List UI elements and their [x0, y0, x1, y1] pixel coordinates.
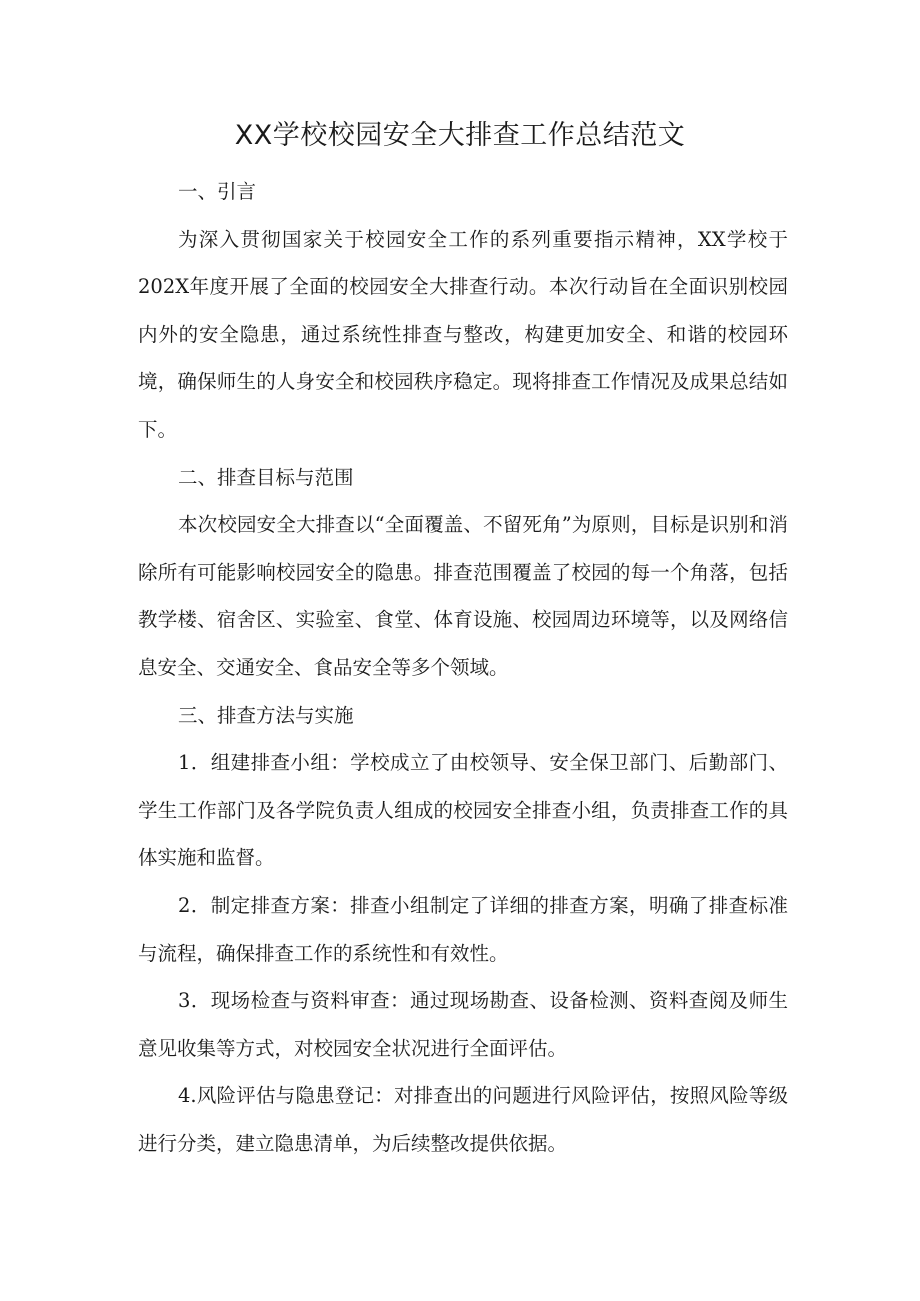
section-heading-intro: 一、引言: [178, 180, 257, 203]
document-body: [138, 168, 788, 1167]
method-item-4: 4.风险评估与隐患登记：对排查出的问题进行风险评估，按照风险等级进行分类，建立隐患清单，为后续整改提供依据。: [138, 1084, 788, 1155]
goal-paragraph: 本次校园安全大排查以“全面覆盖、不留死角”为原则，目标是识别和消除所有可能影响校园安全的隐患。排查范围覆盖了校园的每一个角落，包括教学楼、宿舍区、实验室、食堂、体育设施、校园周边环境等，以及网络信息安全、交通安全、食品安全等多个领域。: [138, 513, 788, 679]
method-item-1: 1．组建排查小组：学校成立了由校领导、安全保卫部门、后勤部门、学生工作部门及各学院负责人组成的校园安全排查小组，负责排查工作的具体实施和监督。: [138, 751, 788, 870]
section-heading-method: 三、排查方法与实施: [178, 703, 354, 727]
intro-paragraph: 为深入贯彻国家关于校园安全工作的系列重要指示精神，XX学校于202X年度开展了全面的校园安全大排查行动。本次行动旨在全面识别校园内外的安全隐患，通过系统性排查与整改，构建更加安全、和谐的校园环境，确保师生的人身安全和校园秩序稳定。现将排查工作情况及成果总结如下。: [138, 227, 788, 441]
method-item-2: 2．制定排查方案：排查小组制定了详细的排查方案，明确了排查标准与流程，确保排查工作的系统性和有效性。: [138, 893, 788, 965]
method-item-3: 3．现场检查与资料审查：通过现场勘查、设备检测、资料查阅及师生意见收集等方式，对校园安全状况进行全面评估。: [138, 989, 788, 1060]
document-title: XX学校校园安全大排查工作总结范文: [234, 120, 686, 151]
section-heading-goal: 二、排查目标与范围: [178, 465, 354, 489]
